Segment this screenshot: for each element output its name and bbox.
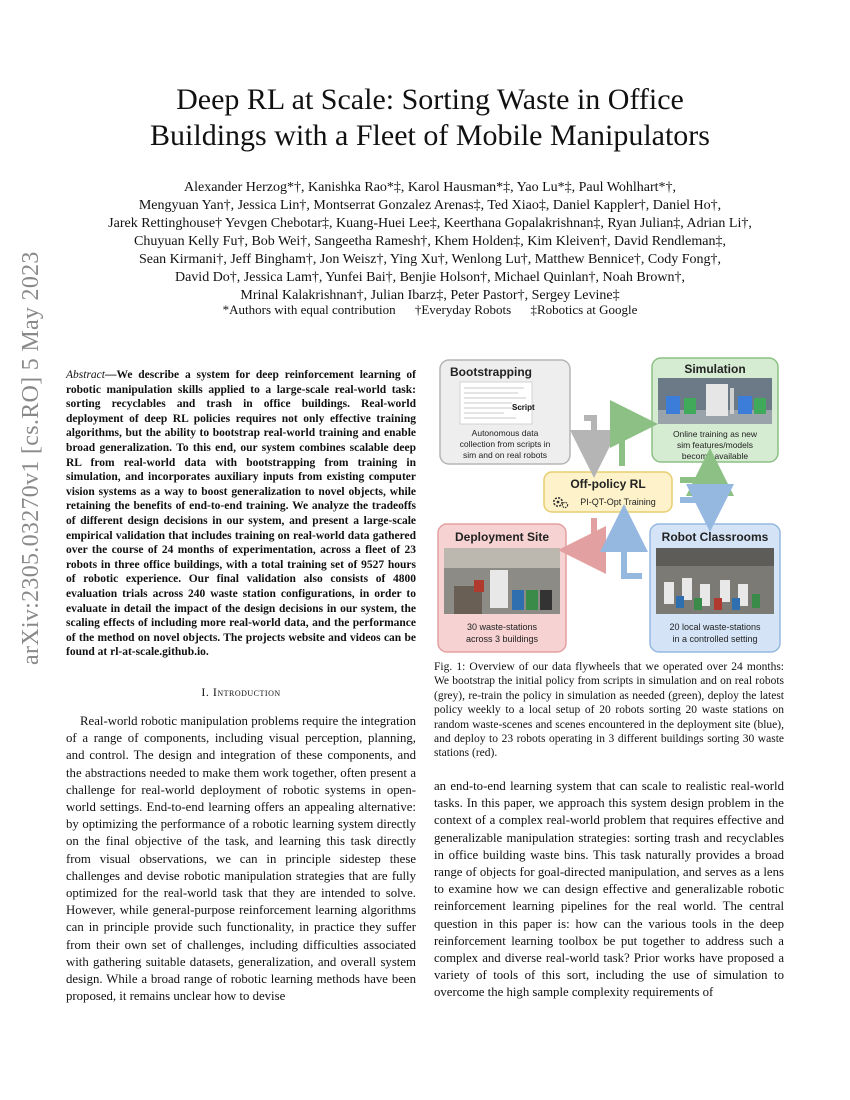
script-label: Script [512,403,535,412]
arrow-rl-to-deployment [576,518,594,550]
arrow-rl-to-sim [622,424,640,466]
arrow-classrooms-to-rl [624,522,642,576]
deployment-title: Deployment Site [454,530,550,544]
section-heading-introduction: I. Introduction [201,685,281,699]
author-line: David Do†, Jessica Lam†, Yunfei Bai†, Benjie Holson†, Michael Quinlan†, Noah Brown†, [174,270,685,285]
bootstrapping-desc-1: Autonomous data [471,428,539,438]
simulation-title: Simulation [684,362,746,376]
simulation-desc-2: sim features/models [676,440,754,450]
title-line-2: Buildings with a Fleet of Mobile Manipulators [150,119,710,152]
bootstrapping-box [440,360,570,464]
intro-paragraph-2: an end-to-end learning system that can scale to realistic real-world tasks. In this paper, we approach this system design problem in the context of a complex real-world problem that requires effective and generalizable manipulation strategies: sorting trash and recyclables in office building waste bins. This task naturally provides a broad range of objects for goal-directed manipulation, and serves as a lens to examine how we can design effective and generalizable robotic reinforcement learning pipelines for the real world. The central question in this paper is: how can the various tools in the deep reinforcement learning toolbox be put together to address such a complex and diverse real-world task? Prior works have proposed a variety of tools of this sort, including the use of simulation to overcome the high sample complexity requirements of [434,779,784,1000]
figure-1 [434,354,784,656]
author-list [60,179,800,305]
author-line: Alexander Herzog*†, Kanishka Rao*‡, Karol Hausman*‡, Yao Lu*‡, Paul Wohlhart*†, [183,180,677,195]
affiliation-everyday: †Everyday Robots [414,302,512,317]
deployment-desc-2: across 3 buildings [465,634,539,644]
author-line: Chuyuan Kelly Fu†, Bob Wei†, Sangeetha Ramesh†, Khem Holden‡, Kim Kleiven†, David Rendleman‡, [134,234,726,249]
arrow-rl-to-classrooms [680,500,710,514]
figure-caption: Fig. 1: Overview of our data flywheels that we operated over 24 months: We bootstrap the initial policy from scripts in simulation and on real robots (grey), re-train the policy in simulation as needed (green), deploy the latest policy weekly to a local setup of 20 robots sorting 20 waste stations on random waste-scenes and scenes encountered in the deployment site (blue), and deploy to 23 robots operating in 3 different buildings sorting 30 waste stations (red). [434,661,784,760]
author-line: Sean Kirmani†, Jeff Bingham†, Jon Weisz†, Ying Xu†, Wenlong Lu†, Matthew Bennice†, Cody Fong†, [138,252,722,267]
title-line-1: Deep RL at Scale: Sorting Waste in Office [176,83,684,116]
intro-paragraph-1: Real-world robotic manipulation problems require the integration of a range of components, including visual perception, planning, and control. The design and integration of these components, and the abstractions needed to make them work together, often present a challenge for real-world deployment of robotic systems in open-world settings. End-to-end learning offers an appealing alternative: by optimizing the performance of a robotic learning system directly on the final objective of the task, and learning this task directly from visual observations, we can in principle sidestep these challenges and devise robotic manipulation strategies that are fully optimized for the real-world task that they are intended to solve. However, while general-purpose reinforcement learning algorithms can in principle provide such functionality, in practice they suffer from their own set of challenges, including difficulties associated with gathering suitable datasets, generalization, and overall system design. While a broad range of robotic learning methods have been proposed, it remains unclear how to devise [66,714,416,1004]
simulation-desc-1: Online training as new [672,429,758,439]
abstract-text: —We describe a system for deep reinforcement learning of robotic manipulation skills applied to a large-scale real-world task: sorting recyclables and trash in office buildings. Real-world deployment of deep RL policies requires not only effective training algorithms, but the ability to bootstrap real-world training and enable broad generalization. To this end, our system combines scalable deep RL from real-world data with bootstrapping from training in simulation, and incorporates auxiliary inputs from existing computer vision systems as a way to boost generalization to novel objects, while retaining the benefits of end-to-end training. We analyze the tradeoffs of different design decisions in our system, and present a large-scale empirical validation that includes training on real-world data gathered over the course of 24 months of experimentation, across a fleet of 23 robots in three office buildings, with a total training set of 9527 hours of robotic experience. Our final validation also consists of 4800 evaluation trials across 240 waste station configurations, in order to evaluate in detail the impact of the design decisions in our system, the scaling effects of including more real-world data, and the performance of the method on novel objects. The projects website and videos can be found at rl-at-scale.github.io. [66,369,416,659]
abstract-label: Abstract [66,369,105,381]
author-line: Mrinal Kalakrishnan†, Julian Ibarz‡, Peter Pastor†, Sergey Levine‡ [240,288,620,303]
bootstrapping-desc-3: sim and on real robots [462,450,548,460]
classrooms-desc-1: 20 local waste-stations [669,622,761,632]
arrow-bootstrap-to-rl [584,418,594,460]
robot-classrooms-box [650,524,780,652]
arxiv-stamp: arXiv:2305.03270v1 [cs.RO] 5 May 2023 [18,251,44,665]
deployment-site-box [438,524,566,652]
bootstrapping-desc-2: collection from scripts in [459,439,551,449]
affiliation-google: ‡Robotics at Google [530,302,638,317]
arrow-sim-to-rl [680,466,710,480]
offpolicy-rl-box [544,472,672,512]
paper-title [60,82,800,154]
simulation-desc-3: become available [681,451,749,461]
simulation-box [652,358,778,462]
abstract [66,368,416,660]
author-line: Jarek Rettinghouse† Yevgen Chebotar‡, Kuang-Huei Lee‡, Keerthana Gopalakrishnan‡, Ryan Julian‡, Adrian Li†, [108,216,752,231]
affiliations [60,302,800,318]
flywheel-diagram [434,354,784,656]
bootstrapping-title: Bootstrapping [450,365,532,379]
author-line: Mengyuan Yan†, Jessica Lin†, Montserrat Gonzalez Arenas‡, Ted Xiao‡, Daniel Kappler†, Daniel Ho†, [138,198,722,213]
offpolicy-subtitle: PI-QT-Opt Training [580,497,656,507]
affiliation-equal: *Authors with equal contribution [222,302,396,317]
offpolicy-title: Off-policy RL [570,477,646,491]
classrooms-title: Robot Classrooms [661,530,769,544]
deployment-desc-1: 30 waste-stations [466,622,538,632]
classrooms-desc-2: in a controlled setting [672,634,758,644]
